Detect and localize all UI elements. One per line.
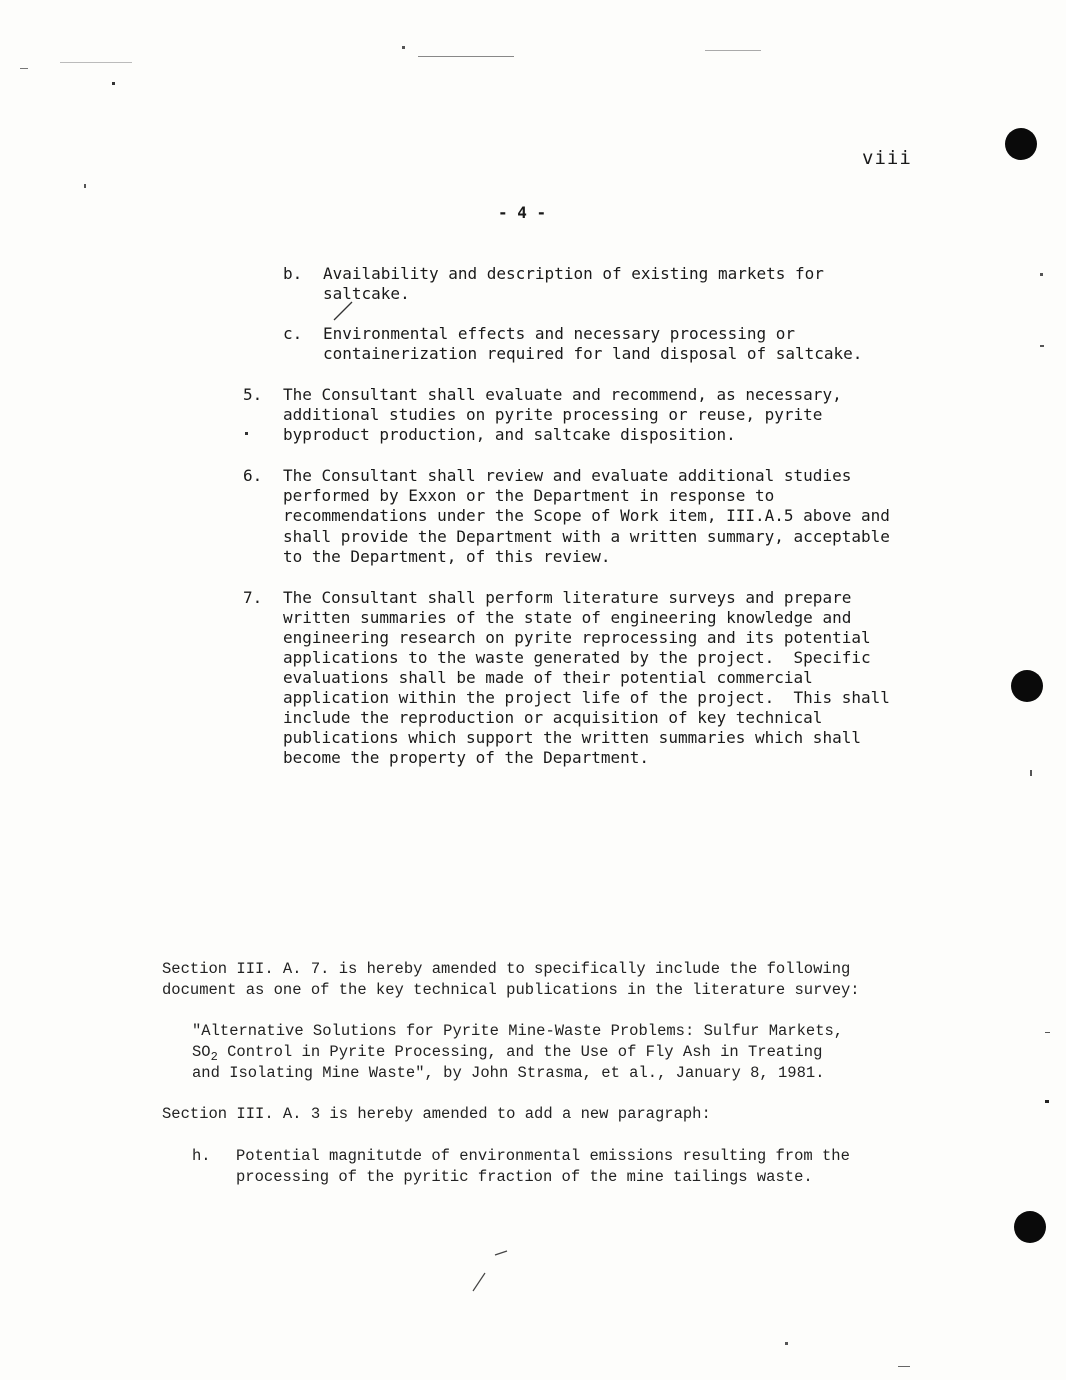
new-item-marker-h: h.: [192, 1147, 211, 1165]
scan-speck: [245, 432, 248, 435]
list-marker-c: c.: [283, 324, 303, 343]
list-item-7-line-1: The Consultant shall perform literature surveys and prepare: [283, 588, 852, 607]
scan-mark: [705, 50, 761, 51]
list-item-c-line-2: containerization required for land disposal of saltcake.: [323, 344, 863, 363]
page-number: - 4 -: [498, 203, 547, 222]
list-item-5-line-1: The Consultant shall evaluate and recommend, as necessary,: [283, 385, 842, 404]
list-marker-6: 6.: [243, 466, 263, 485]
scan-speck: [785, 1342, 788, 1345]
scan-mark: [60, 62, 132, 63]
list-item-7-line-6: application within the project life of the project. This shall: [283, 688, 890, 707]
scan-speck: [1045, 1032, 1050, 1033]
scan-speck: [112, 82, 115, 85]
list-item-b-line-1: Availability and description of existing markets for: [323, 264, 824, 283]
citation-line-2: [192, 1042, 822, 1063]
new-item-h-line-2: processing of the pyritic fraction of the mine tailings waste.: [236, 1168, 813, 1186]
punch-hole-middle: [1011, 670, 1043, 702]
list-marker-7: 7.: [243, 588, 263, 607]
citation-so-text: SO: [192, 1043, 211, 1061]
citation-line-2-text: Control in Pyrite Processing, and the Use of Fly Ash in Treating: [217, 1043, 823, 1061]
amendment-2-text: Section III. A. 3 is hereby amended to add a new paragraph:: [162, 1105, 711, 1123]
amendment-1-line-1: Section III. A. 7. is hereby amended to specifically include the following: [162, 960, 851, 978]
citation-line-3: and Isolating Mine Waste", by John Strasma, et al., January 8, 1981.: [192, 1064, 825, 1082]
list-item-b-line-2: saltcake.: [323, 284, 410, 303]
list-item-6-line-5: to the Department, of this review.: [283, 547, 611, 566]
list-item-6-line-1: The Consultant shall review and evaluate additional studies: [283, 466, 852, 485]
scan-mark: [20, 68, 28, 69]
scan-speck: [402, 46, 405, 49]
scan-mark: [418, 56, 514, 57]
scan-speck: [1030, 770, 1032, 776]
list-item-6-line-4: shall provide the Department with a written summary, acceptable: [283, 527, 890, 546]
list-item-7-line-3: engineering research on pyrite reprocessing and its potential: [283, 628, 871, 647]
list-item-c-line-1: Environmental effects and necessary processing or: [323, 324, 796, 343]
list-marker-5: 5.: [243, 385, 263, 404]
new-item-h-line-1: Potential magnitutde of environmental emissions resulting from the: [236, 1147, 850, 1165]
punch-hole-top: [1005, 128, 1037, 160]
list-item-6-line-2: performed by Exxon or the Department in response to: [283, 486, 775, 505]
list-item-5-line-2: additional studies on pyrite processing or reuse, pyrite: [283, 405, 823, 424]
citation-line-1: "Alternative Solutions for Pyrite Mine-Waste Problems: Sulfur Markets,: [192, 1022, 844, 1040]
scan-speck: [84, 184, 86, 188]
list-item-7-line-5: evaluations shall be made of their potential commercial: [283, 668, 813, 687]
scan-speck: [1040, 273, 1043, 276]
list-item-7-line-2: written summaries of the state of engineering knowledge and: [283, 608, 852, 627]
list-item-5-line-3: byproduct production, and saltcake disposition.: [283, 425, 736, 444]
list-item-7-line-8: publications which support the written summaries which shall: [283, 728, 861, 747]
roman-page-number: viii: [862, 147, 912, 169]
citation-so-subscript: 2: [210, 1050, 218, 1065]
scan-speck: [1040, 345, 1044, 347]
list-item-7-line-4: applications to the waste generated by the project. Specific: [283, 648, 871, 667]
scan-speck: [1045, 1100, 1049, 1103]
list-marker-b: b.: [283, 264, 303, 283]
amendment-1-line-2: document as one of the key technical publications in the literature survey:: [162, 981, 860, 999]
scan-mark: [898, 1366, 910, 1367]
punch-hole-bottom: [1014, 1211, 1046, 1243]
list-item-7-line-7: include the reproduction or acquisition of key technical: [283, 708, 823, 727]
pencil-mark: [465, 1245, 515, 1295]
list-item-6-line-3: recommendations under the Scope of Work item, III.A.5 above and: [283, 506, 890, 525]
list-item-7-line-9: become the property of the Department.: [283, 748, 650, 767]
